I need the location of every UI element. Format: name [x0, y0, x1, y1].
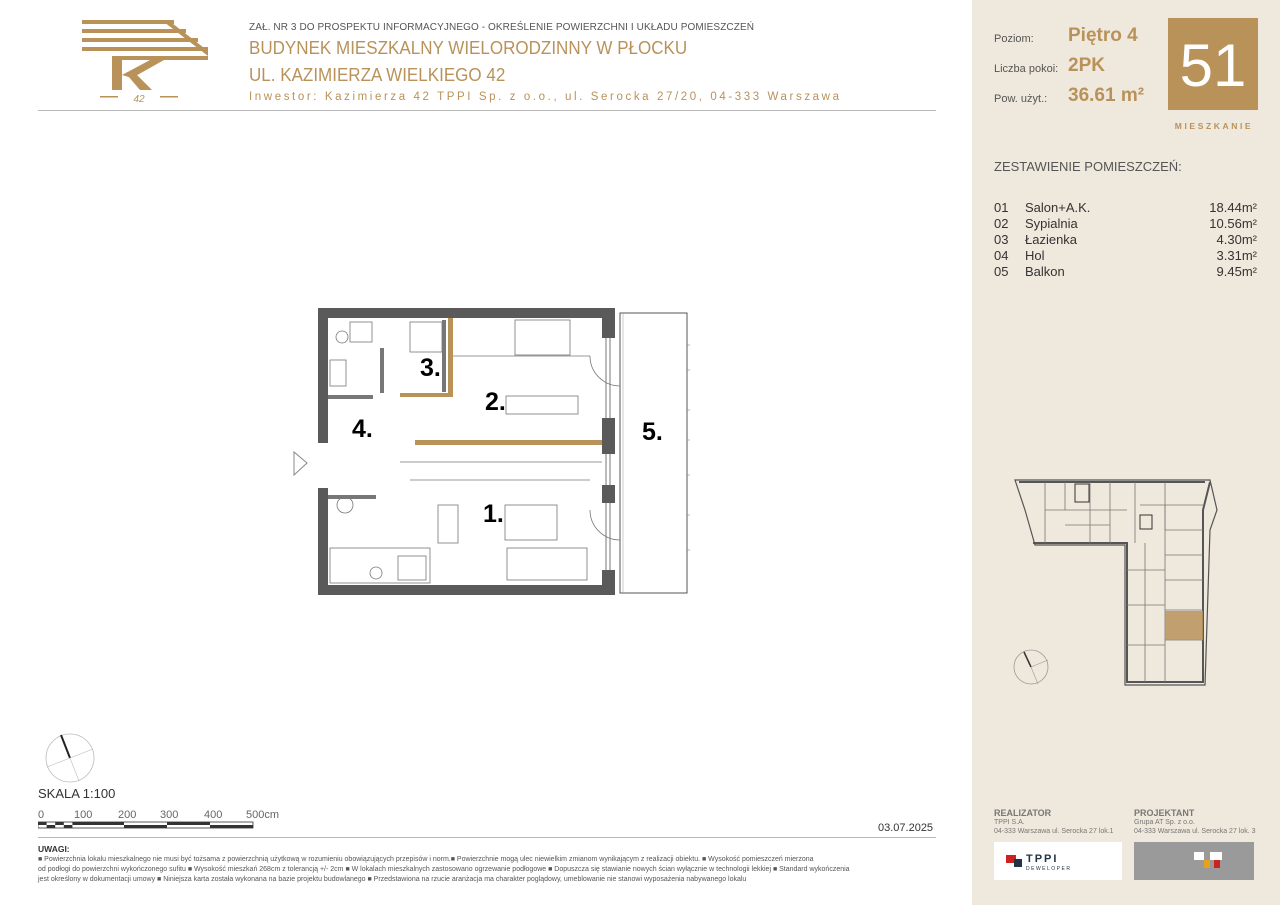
- rooms-count-value: 2PK: [1068, 55, 1105, 76]
- projektant-logo: [1134, 842, 1254, 880]
- room-row: [994, 264, 1257, 280]
- scale-label: SKALA 1:100: [38, 786, 116, 801]
- room-number: 01: [994, 200, 1009, 215]
- document-date: 03.07.2025: [878, 822, 934, 834]
- footer-divider: [38, 837, 936, 838]
- notes-line: od podłogi do powierzchni wykończonego sufitu ■ Wysokość mieszkań 268cm z tolerancją +/- 2cm ■ W lokalach mieszkalnych zastosowano ogrzewanie podłogowe ■ Dopuszcza się stawianie nowych ścian wyłącznie w technologii lekkiej ■ Standard wykończenia: [38, 866, 850, 873]
- scale-tick: 100: [74, 809, 93, 821]
- realizator-address: 04-333 Warszawa ul. Serocka 27 lok.1: [994, 828, 1114, 835]
- room-row: [994, 216, 1257, 232]
- floor-plan: [290, 300, 695, 605]
- level-value: Piętro 4: [1068, 25, 1138, 46]
- header-subtitle: ZAŁ. NR 3 DO PROSPEKTU INFORMACYJNEGO - OKREŚLENIE POWIERZCHNI I UKŁADU POMIESZCZEŃ: [249, 22, 755, 33]
- header-title: BUDYNEK MIESZKALNY WIELORODZINNY W PŁOCKU: [249, 37, 688, 58]
- apartment-number: 51: [1168, 18, 1258, 110]
- highlighted-apartment: [1165, 611, 1203, 640]
- header-address: UL. KAZIMIERZA WIELKIEGO 42: [249, 64, 506, 85]
- notes-title: UWAGI:: [38, 844, 70, 854]
- room-row: [994, 248, 1257, 264]
- header-divider: [38, 110, 936, 111]
- room-number: 04: [994, 248, 1009, 263]
- realizator-heading: REALIZATOR: [994, 808, 1052, 818]
- projektant-heading: PROJEKTANT: [1134, 808, 1195, 818]
- room-row: [994, 200, 1257, 216]
- room-name: Balkon: [1025, 264, 1065, 279]
- area-value: 36.61 m²: [1068, 85, 1145, 106]
- room-row: [994, 232, 1257, 248]
- notes-line: jest określony w dokumentacji umowy ■ Niniejsza karta została wykonana na bazie projektu budowlanego ■ Przedstawiona na rzucie aranżacja ma charakter poglądowy, umeblowanie nie stanowi wyposażenia nabywanego lokalu: [38, 876, 747, 883]
- realizator-logo: [994, 842, 1122, 880]
- scale-tick: 0: [38, 809, 45, 821]
- north-arrow-icon: [1012, 648, 1050, 686]
- scale-tick: 300: [160, 809, 179, 821]
- room-number: 05: [994, 264, 1009, 279]
- info-panel: [972, 0, 1280, 905]
- tppi-logo-text: TPPI: [1026, 853, 1059, 865]
- level-label: Poziom:: [994, 33, 1034, 45]
- scale-tick: 200: [118, 809, 137, 821]
- realizator-name: TPPI S.A.: [994, 819, 1025, 826]
- scale-bar: [38, 806, 288, 832]
- projektant-name: Grupa AT Sp. z o.o.: [1134, 819, 1195, 826]
- rooms-count-label: Liczba pokoi:: [994, 63, 1059, 75]
- room-area: 4.30m²: [1216, 232, 1257, 247]
- area-label: Pow. użyt.:: [994, 93, 1048, 105]
- rooms-title: ZESTAWIENIE POMIESZCZEŃ:: [994, 159, 1182, 174]
- room-label-3: 3.: [420, 354, 441, 382]
- room-name: Łazienka: [1025, 232, 1078, 247]
- room-number: 03: [994, 232, 1009, 247]
- room-name: Salon+A.K.: [1025, 200, 1091, 215]
- room-area: 18.44m²: [1209, 200, 1257, 215]
- notes-line: ■ Powierzchnia lokalu mieszkalnego nie musi być tożsama z powierzchnią użytkową w rozumieniu obowiązujących przepisów i norm.■ Powierzchnie mogą ulec niewielkim zmianom wynikającym z realizacji obiektu. ■ Wysokość pomieszczeń mierzona: [38, 856, 814, 863]
- room-area: 9.45m²: [1216, 264, 1257, 279]
- room-label-1: 1.: [483, 500, 504, 528]
- room-area: 10.56m²: [1209, 216, 1257, 231]
- room-label-2: 2.: [485, 388, 506, 416]
- compass-icon: [44, 732, 96, 784]
- scale-tick: 400: [204, 809, 223, 821]
- room-area: 3.31m²: [1216, 248, 1257, 263]
- scale-tick: 500cm: [246, 809, 280, 821]
- room-name: Hol: [1025, 248, 1045, 263]
- projektant-address: 04-333 Warszawa ul. Serocka 27 lok. 3: [1134, 828, 1256, 835]
- tppi-logo-sub: DEWELOPER: [1026, 866, 1072, 872]
- room-label-5: 5.: [642, 418, 663, 446]
- room-label-4: 4.: [352, 415, 373, 443]
- logo-number: 42: [133, 94, 145, 105]
- room-name: Sypialnia: [1025, 216, 1078, 231]
- room-number: 02: [994, 216, 1009, 231]
- header-investor: Inwestor: Kazimierza 42 TPPI Sp. z o.o., ul. Serocka 27/20, 04-333 Warszawa: [249, 91, 842, 103]
- company-logo: [80, 20, 210, 106]
- apartment-number-label: MIESZKANIE: [1174, 121, 1254, 131]
